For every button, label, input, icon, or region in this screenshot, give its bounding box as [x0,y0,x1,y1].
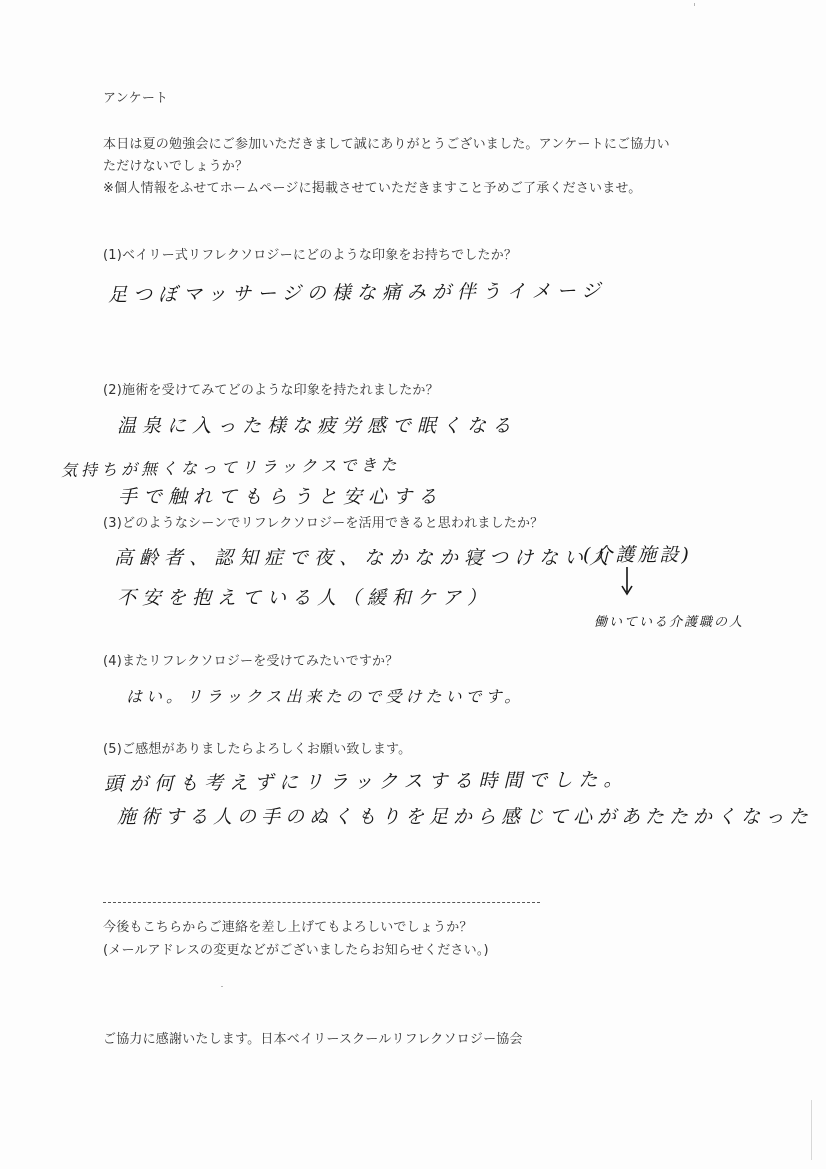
contact-question: 今後もこちらからご連絡を差し上げてもよろしいでしょうか？ [103,920,473,935]
scan-speck [694,3,695,6]
question-2-answer-3: 手で触れてもらうと安心する [118,486,444,508]
question-3-answer-facility: (介護施設) [583,544,692,566]
question-4-label: (4)またリフレクソロジーを受けてみたいですか？ [103,654,399,669]
question-3-answer-caregiver: 働いている介護職の人 [594,615,745,630]
intro-line-1: 本日は夏の勉強会にご参加いただきまして誠にありがとうございました。アンケートにご協力い [103,137,670,152]
question-5-answer-2: 施術する人の手のぬくもりを足から感じて心があたたかくなった [117,806,814,828]
footer-thanks: ご協力に感謝いたします。日本ベイリースクールリフレクソロジー協会 [103,1032,523,1047]
scan-speck [221,986,223,987]
contact-note: (メールアドレスの変更などがございましたらお知らせください。) [103,943,489,958]
question-1-label: (1)ベイリー式リフレクソロジーにどのような印象をお持ちでしたか？ [103,248,518,263]
survey-title: アンケート [103,91,169,106]
question-3-answer-1: 高齢者、認知症で夜、なかなか寝つけない人 [114,547,615,569]
question-2-answer-2: 気持ちが無くなってリラックスできた [60,455,401,480]
scan-edge [811,1100,812,1160]
section-divider [103,902,540,903]
question-5-label: (5)ご感想がありましたらよろしくお願い致します。 [103,742,412,757]
question-3-label: (3)どのようなシーンでリフレクソロジーを活用できると思われましたか？ [103,516,544,531]
question-2-label: (2)施術を受けてみてどのような印象を持たれましたか？ [103,383,439,398]
intro-line-2: ただけないでしょうか？ [103,159,249,174]
question-4-answer: はい。リラックス出来たので受けたいです。 [126,687,525,706]
arrow-down-icon [621,566,633,596]
question-1-answer: 足つぼマッサージの様な痛みが伴うイメージ [107,279,607,307]
intro-line-3: ※個人情報をふせてホームページに掲載させていただきますこと予めご了承くださいませ。 [103,181,642,196]
question-2-answer-1: 温泉に入った様な疲労感で眠くなる [117,415,518,437]
question-3-answer-2: 不安を抱えている人（緩和ケア） [117,587,493,609]
question-5-answer-1: 頭が何も考えずにリラックスする時間でした。 [103,768,629,796]
